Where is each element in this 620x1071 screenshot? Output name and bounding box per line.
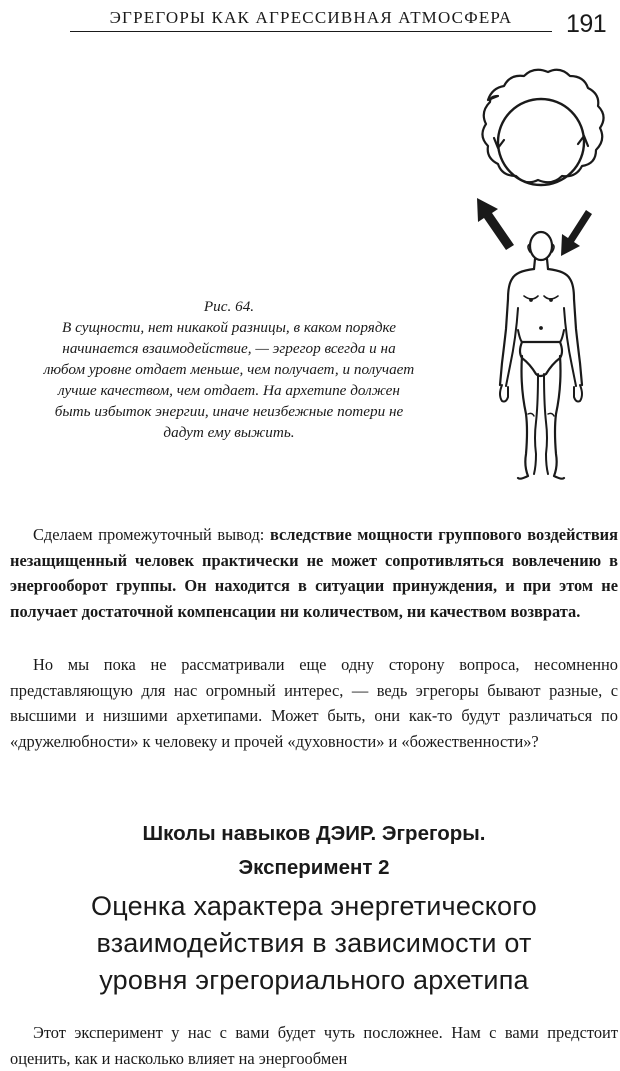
hand-right <box>574 385 582 402</box>
running-title: ЭГРЕГОРЫ КАК АГРЕССИВНАЯ АТМОСФЕРА <box>109 8 513 27</box>
section-subtitle <box>10 888 618 999</box>
leg-right <box>554 356 564 479</box>
arm-inner-left <box>506 308 518 386</box>
head <box>530 232 552 260</box>
arm-inner-right <box>564 308 576 386</box>
paragraph-1-bold: вследствие мощности группового воздействия незащищенный человек практически не может сопротивляться вовлечению в энергооборот группы. Он находится в ситуации принуждения, и при этом не получает достаточной компенсации ни количеством, ни качеством возврата. <box>10 525 618 621</box>
section-title-line-2: Эксперимент 2 <box>238 856 390 879</box>
leg-left <box>518 356 528 479</box>
caption-text: В сущности, нет никакой разницы, в каком порядке начинается взаимодействие, — эгрегор всегда и на любом уровне отдает меньше, чем получает, и получает лучше качеством, чем отдает. На архетипе должен быть избыток энергии, иначе неизбежные потери не дадут ему выжить. <box>43 319 415 441</box>
section-title-line-1: Школы навыков ДЭИР. Эгрегоры. <box>142 822 486 845</box>
paragraph-1-lead: Сделаем промежуточный вывод: <box>33 525 270 544</box>
paragraph-3: Этот эксперимент у нас с вами будет чуть посложнее. Нам с вами предстоит оценить, как и насколько влияет на энергообмен <box>10 1023 618 1068</box>
briefs <box>520 342 562 376</box>
page-number: 191 <box>566 10 607 38</box>
subtitle-line-3: уровня эгрегориального архетипа <box>99 965 529 995</box>
subtitle-line-2: взаимодействия в зависимости от <box>96 928 532 958</box>
leg-inner-left <box>534 374 538 474</box>
subtitle-line-1: Оценка характера энергетического <box>91 891 537 921</box>
figure-caption <box>40 296 418 443</box>
chest <box>524 296 558 299</box>
arrow-up-left-icon <box>477 198 514 250</box>
hand-left <box>500 385 508 402</box>
energy-cycle-circle <box>498 99 584 185</box>
navel <box>540 327 543 330</box>
leg-inner-right <box>544 374 548 474</box>
arrow-down-right-icon <box>561 210 592 256</box>
waist <box>518 330 564 342</box>
paragraph-2: Но мы пока не рассматривали еще одну сторону вопроса, несомненно представляющую для нас огромный интерес, — ведь эгрегоры бывают разные, с высшими и низшими архетипами. Может быть, они как-то будут различаться по «дружелюбности» к человеку и прочей «духовности» и «божественности»? <box>10 655 618 751</box>
header-rule <box>70 31 552 32</box>
caption-title: Рис. 64. <box>203 298 255 315</box>
paragraph-1 <box>10 522 618 624</box>
human-figure-energy-cycle-icon <box>458 68 620 488</box>
